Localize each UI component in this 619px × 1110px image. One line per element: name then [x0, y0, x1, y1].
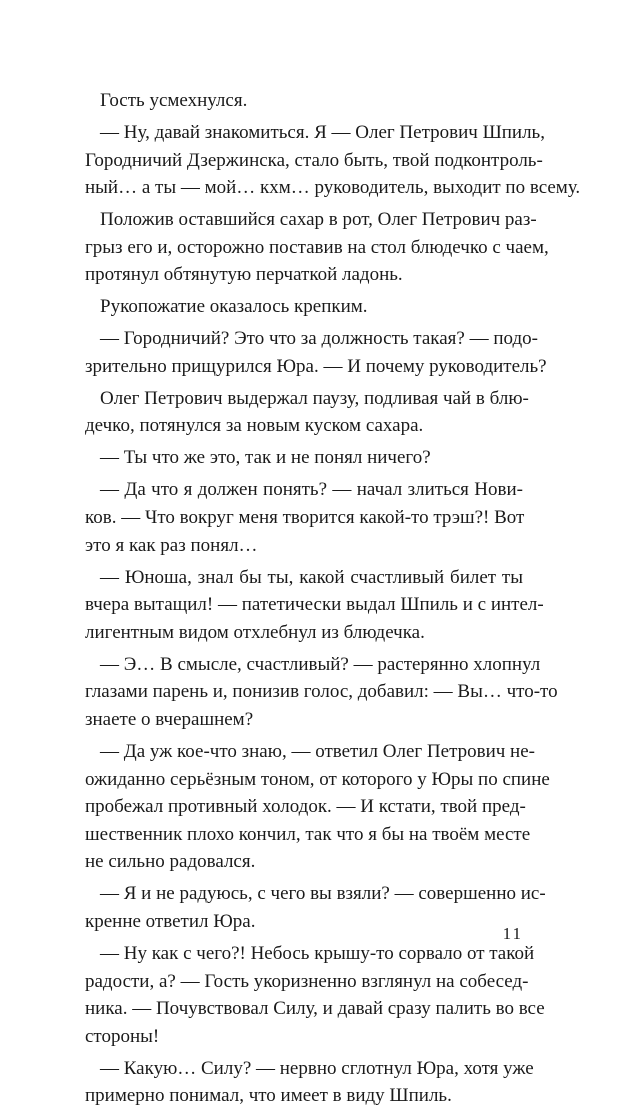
text-line: шественник плохо кончил, так что я бы на твоём месте [85, 823, 531, 845]
text-line: Олег Петрович выдержал паузу, подливая чай в блю- [100, 387, 529, 409]
text-line: — Я и не радуюсь, с чего вы взяли? — совершенно ис- [100, 883, 546, 905]
page-number: 11 [502, 924, 523, 943]
text-line: — Ну как с чего?! Небось крышу-то сорвало от такой [100, 942, 535, 964]
text-line: зрительно прищурился Юра. — И почему руководитель? [85, 355, 547, 377]
text-line: дечко, потянулся за новым куском сахара. [85, 415, 424, 437]
text-line: примерно понимал, что имеет в виду Шпиль. [85, 1085, 452, 1107]
text-line: лигентным видом отхлебнул из блюдечка. [85, 621, 425, 643]
text-line: — Юноша, знал бы ты, какой счастливый билет ты [100, 566, 523, 588]
text-line: — Э… В смысле, счастливый? — растерянно хлопнул [100, 653, 541, 675]
text-line: — Да уж кое-что знаю, — ответил Олег Петрович не- [100, 740, 535, 762]
text-line: — Городничий? Это что за должность такая? — подо- [100, 328, 538, 350]
text-line: грыз его и, осторожно поставив на стол блюдечко с чаем, [85, 236, 549, 258]
text-line: ника. — Почувствовал Силу, и давай сразу палить во все [85, 998, 545, 1020]
text-line: ков. — Что вокруг меня творится какой-то трэш?! Вот [85, 507, 525, 529]
text-line: Положив оставшийся сахар в рот, Олег Петрович раз- [100, 209, 537, 231]
text-line: не сильно радовался. [85, 851, 256, 873]
text-line: — Ну, давай знакомиться. Я — Олег Петрович Шпиль, [100, 121, 545, 143]
text-line: вчера вытащил! — патетически выдал Шпиль и с интел- [85, 594, 544, 616]
text-line: — Да что я должен понять? — начал злиться Нови- [100, 479, 523, 501]
text-line: Городничий Дзержинска, стало быть, твой подконтроль- [85, 149, 543, 171]
text-line: радости, а? — Гость укоризненно взглянул на собесед- [85, 970, 529, 992]
text-line: знаете о вчерашнем? [85, 708, 254, 730]
text-line: это я как раз понял… [85, 534, 258, 556]
text-line: Рукопожатие оказалось крепким. [100, 296, 368, 318]
text-line: — Какую… Силу? — нервно сглотнул Юра, хотя уже [100, 1057, 534, 1079]
text-line: пробежал противный холодок. — И кстати, твой пред- [85, 796, 526, 818]
body-text [85, 87, 581, 1110]
text-line: ный… а ты — мой… кхм… руководитель, выходит по всему. [85, 177, 581, 199]
text-line: кренне ответил Юра. [85, 910, 256, 932]
text-line: стороны! [85, 1025, 160, 1047]
text-line: — Ты что же это, так и не понял ничего? [100, 447, 431, 469]
text-line: ожиданно серьёзным тоном, от которого у Юры по спине [85, 768, 550, 790]
text-line: Гость усмехнулся. [100, 90, 248, 111]
text-line: глазами парень и, понизив голос, добавил: — Вы… что-то [85, 681, 558, 703]
text-line: протянул обтянутую перчаткой ладонь. [85, 264, 403, 286]
